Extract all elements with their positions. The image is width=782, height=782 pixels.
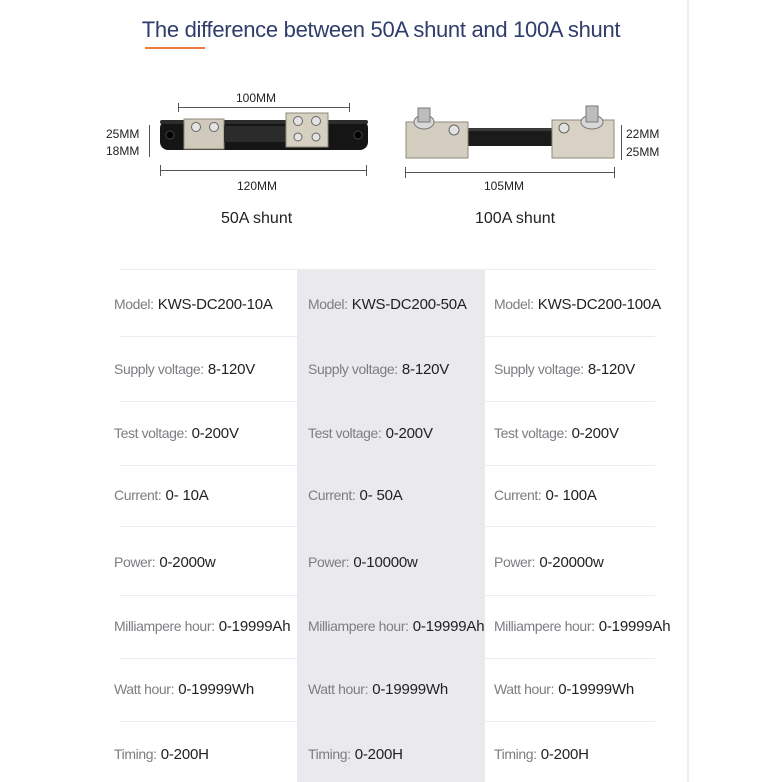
spec-cell xyxy=(308,296,467,313)
row-separator xyxy=(120,465,297,466)
spec-cell xyxy=(308,487,403,504)
spec-cell xyxy=(308,425,433,442)
spec-label: Power: xyxy=(114,554,156,570)
spec-value: 0-19999Wh xyxy=(558,681,634,698)
row-separator xyxy=(120,401,297,402)
spec-cell xyxy=(494,746,589,763)
dim-tick xyxy=(405,167,406,178)
dim-tick xyxy=(160,165,161,176)
spec-value: KWS-DC200-10A xyxy=(157,296,273,313)
row-separator xyxy=(485,658,655,659)
row-separator xyxy=(297,658,485,659)
spec-label: Test voltage: xyxy=(308,425,382,441)
row-separator xyxy=(120,269,297,270)
row-separator xyxy=(485,526,655,527)
spec-cell xyxy=(494,554,604,571)
dim-line xyxy=(621,125,622,160)
row-separator xyxy=(120,658,297,659)
spec-label: Milliampere hour: xyxy=(308,618,409,634)
spec-value: 0-10000w xyxy=(353,554,418,571)
spec-value: 0-2000w xyxy=(159,554,216,571)
spec-label: Power: xyxy=(494,554,536,570)
spec-label: Model: xyxy=(494,296,534,312)
spec-cell xyxy=(114,618,290,635)
spec-label: Model: xyxy=(114,296,154,312)
shunt-50a-caption: 50A shunt xyxy=(221,210,293,227)
spec-label: Milliampere hour: xyxy=(494,618,595,634)
row-separator xyxy=(485,336,655,337)
spec-cell xyxy=(114,487,209,504)
spec-value: 0-19999Wh xyxy=(372,681,448,698)
spec-cell xyxy=(114,554,216,571)
spec-cell xyxy=(308,746,403,763)
row-separator xyxy=(120,526,297,527)
row-separator xyxy=(120,721,297,722)
spec-value: 0-200H xyxy=(160,746,209,763)
spec-value: 0- 50A xyxy=(359,487,403,504)
spec-cell xyxy=(494,296,661,313)
spec-cell xyxy=(114,296,273,313)
spec-cell xyxy=(494,361,635,378)
row-separator xyxy=(120,336,297,337)
shunt-50a-dim-left-bottom: 18MM xyxy=(106,144,140,158)
row-separator xyxy=(485,721,655,722)
spec-cell xyxy=(114,425,239,442)
spec-value: 8-120V xyxy=(401,361,450,378)
spec-label: Current: xyxy=(494,487,542,503)
spec-label: Supply voltage: xyxy=(494,361,584,377)
spec-value: KWS-DC200-100A xyxy=(537,296,661,313)
spec-label: Milliampere hour: xyxy=(114,618,215,634)
spec-label: Watt hour: xyxy=(494,681,555,697)
spec-cell xyxy=(494,425,619,442)
spec-cell xyxy=(114,361,255,378)
spec-label: Current: xyxy=(308,487,356,503)
shunt-100a-dim-right-top: 22MM xyxy=(626,127,660,141)
spec-label: Timing: xyxy=(308,746,351,762)
spec-cell xyxy=(308,554,418,571)
spec-cell xyxy=(308,618,484,635)
page-edge-divider xyxy=(687,0,689,782)
page-title: The difference between 50A shunt and 100A shunt xyxy=(141,16,621,42)
spec-label: Supply voltage: xyxy=(114,361,204,377)
shunt-100a-dim-bottom: 105MM xyxy=(484,179,525,193)
spec-value: 0-200V xyxy=(191,425,239,442)
dim-line xyxy=(149,125,150,157)
spec-cell xyxy=(114,746,209,763)
spec-cell xyxy=(308,361,449,378)
dim-tick xyxy=(614,167,615,178)
spec-cell xyxy=(114,681,254,698)
shunt-50a-dim-top: 100MM xyxy=(236,91,277,105)
spec-value: 0- 10A xyxy=(165,487,209,504)
spec-label: Timing: xyxy=(114,746,157,762)
spec-cell xyxy=(494,618,670,635)
spec-label: Test voltage: xyxy=(494,425,568,441)
dim-tick xyxy=(366,165,367,176)
row-separator xyxy=(485,595,655,596)
row-separator xyxy=(297,269,485,270)
spec-label: Current: xyxy=(114,487,162,503)
spec-cell xyxy=(308,681,448,698)
row-separator xyxy=(485,465,655,466)
spec-value: 0- 100A xyxy=(545,487,597,504)
spec-label: Supply voltage: xyxy=(308,361,398,377)
spec-value: 0-19999Ah xyxy=(598,618,671,635)
row-separator xyxy=(297,336,485,337)
spec-label: Watt hour: xyxy=(114,681,175,697)
spec-cell xyxy=(494,681,634,698)
spec-value: 0-200V xyxy=(385,425,433,442)
row-separator xyxy=(297,595,485,596)
spec-label: Timing: xyxy=(494,746,537,762)
spec-value: 0-19999Wh xyxy=(178,681,254,698)
spec-value: 0-19999Ah xyxy=(412,618,485,635)
spec-value: 0-19999Ah xyxy=(218,618,291,635)
shunt-50a-image xyxy=(156,104,372,162)
spec-label: Power: xyxy=(308,554,350,570)
row-separator xyxy=(485,269,655,270)
shunt-50a-dim-bottom: 120MM xyxy=(237,179,278,193)
row-separator xyxy=(485,401,655,402)
shunt-100a-caption: 100A shunt xyxy=(475,210,556,227)
shunt-100a-dim-right-bottom: 25MM xyxy=(626,145,660,159)
spec-value: 0-200V xyxy=(571,425,619,442)
row-separator xyxy=(120,595,297,596)
spec-value: 0-200H xyxy=(540,746,589,763)
shunt-100a-image xyxy=(402,100,620,166)
row-separator xyxy=(297,401,485,402)
spec-value: KWS-DC200-50A xyxy=(351,296,467,313)
spec-label: Model: xyxy=(308,296,348,312)
title-underline xyxy=(145,47,205,49)
spec-label: Watt hour: xyxy=(308,681,369,697)
row-separator xyxy=(297,721,485,722)
shunt-50a-dim-left-top: 25MM xyxy=(106,127,140,141)
row-separator xyxy=(297,465,485,466)
spec-label: Test voltage: xyxy=(114,425,188,441)
spec-value: 8-120V xyxy=(207,361,256,378)
dim-line xyxy=(160,170,367,171)
row-separator xyxy=(297,526,485,527)
dim-line xyxy=(405,172,615,173)
spec-cell xyxy=(494,487,597,504)
spec-value: 0-200H xyxy=(354,746,403,763)
spec-value: 0-20000w xyxy=(539,554,604,571)
spec-value: 8-120V xyxy=(587,361,636,378)
